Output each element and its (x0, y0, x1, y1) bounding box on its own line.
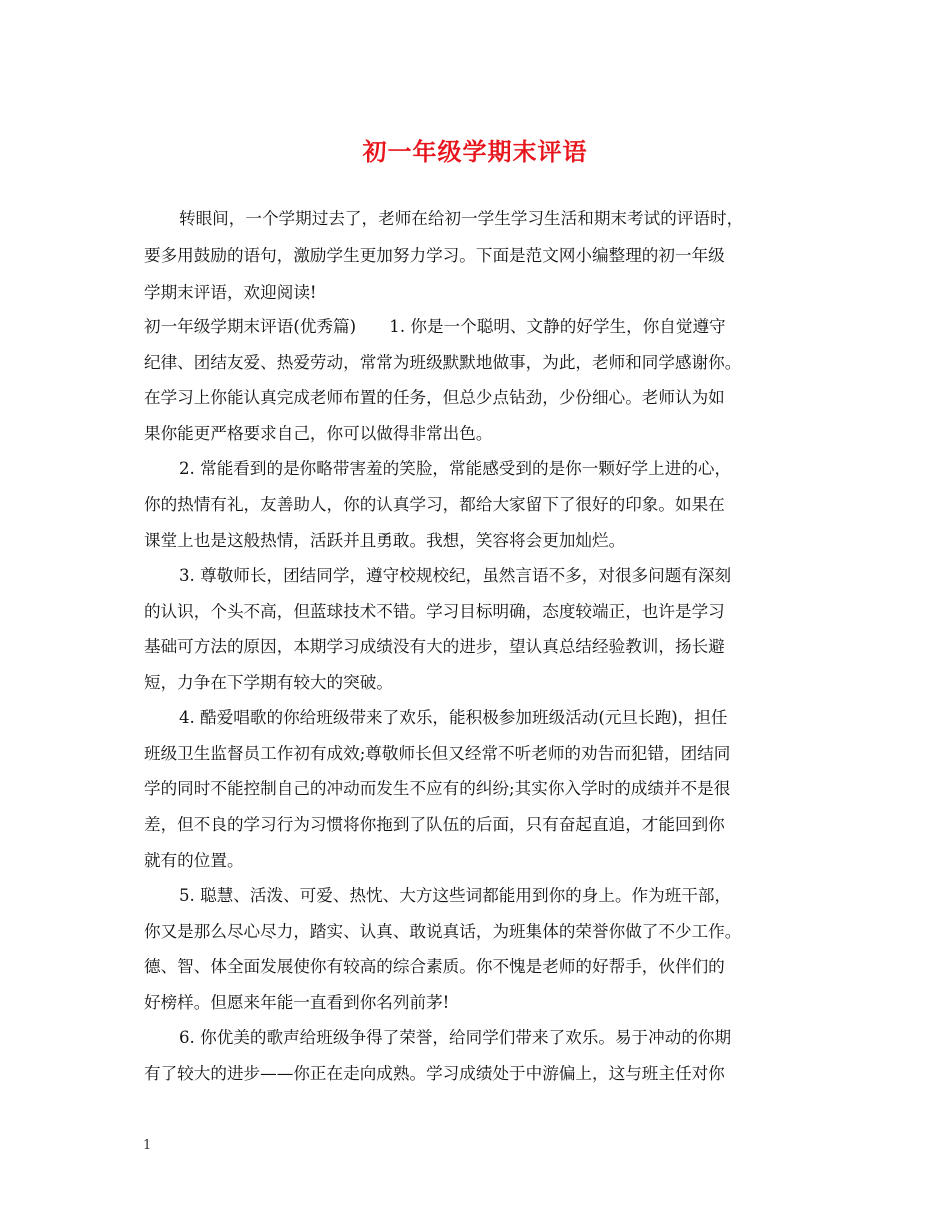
text-line: 就有的位置。 (144, 851, 244, 870)
text-line: 转眼间，一个学期过去了，老师在给初一学生学习生活和期末考试的评语时， (179, 209, 744, 228)
text-line: 果你能更严格要求自己，你可以做得非常出色。 (144, 424, 493, 443)
text-line: 学的同时不能控制自己的冲动而发生不应有的纠纷;其实你入学时的成绩并不是很 (144, 779, 731, 798)
text-line: 要多用鼓励的语句，激励学生更加努力学习。下面是范文网小编整理的初一年级 (144, 246, 725, 265)
text-line: 班级卫生监督员工作初有成效;尊敬师长但又经常不听老师的劝告而犯错，团结同 (144, 744, 731, 763)
text-line: 有了较大的进步——你正在走向成熟。学习成绩处于中游偏上，这与班主任对你 (144, 1064, 725, 1083)
text-line: 课堂上也是这般热情，活跃并且勇敢。我想，笑容将会更加灿烂。 (144, 531, 626, 550)
text-line: 的认识，个头不高，但蓝球技术不错。学习目标明确，态度较端正，也许是学习 (144, 602, 725, 621)
page-number: 1 (143, 1138, 152, 1153)
document-title: 初一年级学期末评语 (362, 137, 588, 166)
text-line: 6. 你优美的歌声给班级争得了荣誉，给同学们带来了欢乐。易于冲动的你期 (179, 1028, 732, 1047)
text-line: 德、智、体全面发展使你有较高的综合素质。你不愧是老师的好帮手，伙伴们的 (144, 957, 725, 976)
text-line: 你又是那么尽心尽力，踏实、认真、敢说真话，为班集体的荣誉你做了不少工作。 (144, 922, 742, 941)
text-line: 学期末评语，欢迎阅读! (144, 283, 317, 302)
text-line: 初一年级学期末评语(优秀篇) 1. 你是一个聪明、文静的好学生，你自觉遵守 (144, 317, 726, 336)
text-line: 基础可方法的原因，本期学习成绩没有大的进步，望认真总结经验教训，扬长避 (144, 637, 725, 656)
text-line: 好榜样。但愿来年能一直看到你名列前茅! (144, 993, 450, 1012)
text-line: 在学习上你能认真完成老师布置的任务，但总少点钻劲，少份细心。老师认为如 (144, 388, 725, 407)
text-line: 你的热情有礼，友善助人，你的认真学习，都给大家留下了很好的印象。如果在 (144, 495, 725, 514)
text-line: 2. 常能看到的是你略带害羞的笑脸，常能感受到的是你一颗好学上进的心， (179, 459, 732, 478)
text-line: 3. 尊敬师长，团结同学，遵守校规校纪，虽然言语不多，对很多问题有深刻 (179, 566, 732, 585)
text-line: 5. 聪慧、活泼、可爱、热忱、大方这些词都能用到你的身上。作为班干部， (179, 886, 732, 905)
text-line: 纪律、团结友爱、热爱劳动，常常为班级默默地做事，为此，老师和同学感谢你。 (144, 353, 742, 372)
text-line: 差，但不良的学习行为习惯将你拖到了队伍的后面，只有奋起直追，才能回到你 (144, 815, 725, 834)
text-line: 短，力争在下学期有较大的突破。 (144, 673, 393, 692)
text-line: 4. 酷爱唱歌的你给班级带来了欢乐，能积极参加班级活动(元旦长跑)，担任 (179, 708, 728, 727)
